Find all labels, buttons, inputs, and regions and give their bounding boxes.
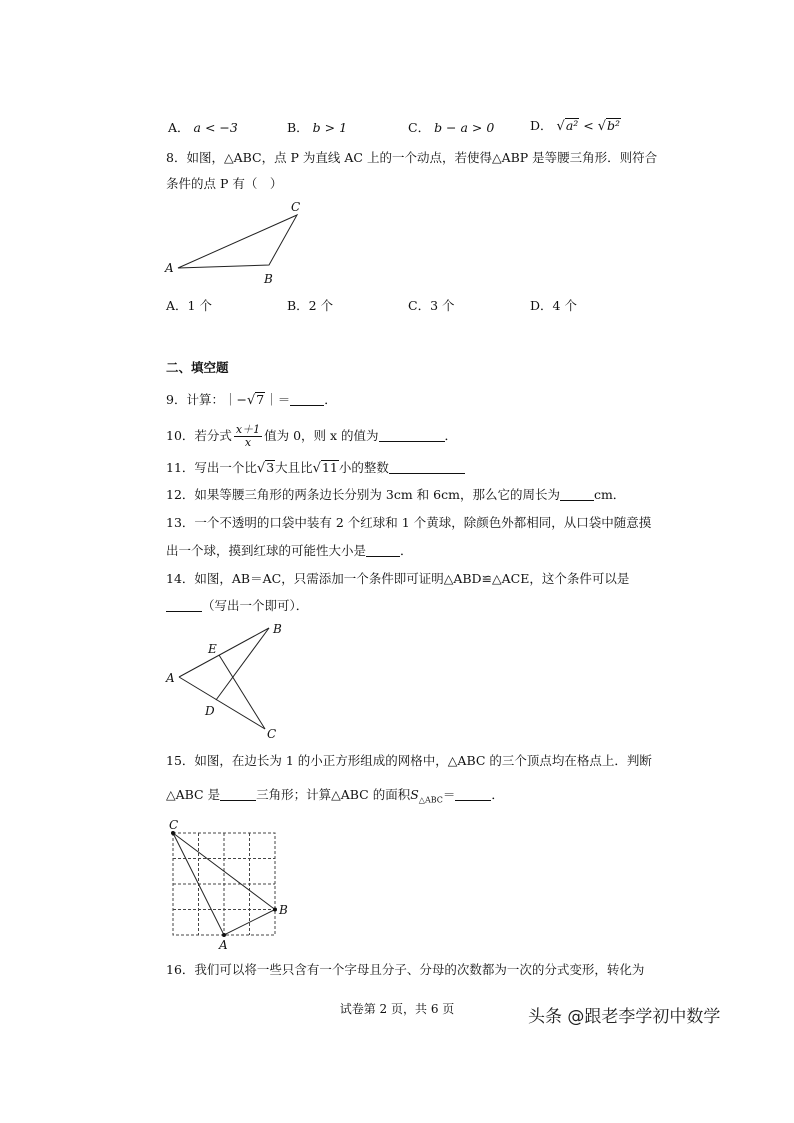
sqrt-3: 3 — [266, 460, 275, 475]
answer-blank — [366, 544, 400, 557]
q15-grid-figure — [160, 815, 300, 955]
option-letter: B． — [287, 120, 309, 135]
triangle-abc — [178, 215, 297, 268]
q12-line — [166, 487, 625, 503]
fraction-numerator: x＋1 — [235, 423, 261, 436]
q12-text: 12．如果等腰三角形的两条边长分别为 3cm 和 6cm，那么它的周长为 — [166, 487, 560, 502]
q9-line: 9．计算：｜−√7｜＝ ． — [166, 392, 337, 408]
label-d: D — [205, 704, 215, 718]
q11-line: 11．写出一个比√3大且比√11小的整数 — [166, 460, 465, 477]
option-expr: a < −3 — [193, 120, 238, 135]
vertex-b — [273, 908, 277, 912]
answer-blank — [220, 788, 256, 801]
label-c: C — [291, 200, 301, 214]
q10-end: ． — [444, 428, 458, 443]
q8-option-a: A．1 个 — [166, 298, 212, 313]
fraction-denominator: x — [244, 436, 252, 449]
label-c: C — [267, 727, 277, 741]
q13-line-2 — [166, 543, 413, 559]
answer-blank — [455, 788, 491, 801]
sqrt-7: 7 — [256, 392, 265, 407]
q10-line — [166, 424, 457, 449]
grid — [173, 833, 275, 935]
q15-line-2 — [166, 787, 504, 809]
label-e: E — [208, 642, 217, 656]
q15-text: 三角形；计算△ABC 的面积 — [256, 787, 411, 802]
segment-db — [216, 628, 269, 700]
watermark: 头条 @跟老李学初中数学 — [528, 1007, 721, 1027]
area-subscript: △ABC — [418, 795, 443, 805]
q9-end: ． — [324, 392, 337, 407]
label-b: B — [273, 622, 282, 636]
label-a: A — [166, 671, 175, 685]
q14-line-1: 14．如图，AB＝AC，只需添加一个条件即可证明△ABD≌△ACE，这个条件可以是 — [166, 571, 630, 586]
label-a: A — [165, 261, 174, 275]
q7-option-c — [408, 118, 494, 136]
q15-line-1: 15．如图，在边长为 1 的小正方形组成的网格中，△ABC 的三个顶点均在格点上．判断 — [166, 753, 652, 768]
q10-text: 值为 0，则 x 的值为 — [264, 428, 379, 443]
fraction — [234, 424, 262, 449]
label-c: C — [169, 818, 179, 832]
q12-unit: cm． — [593, 487, 626, 502]
q9-text: 9．计算：｜− — [166, 392, 247, 407]
q15-end: ． — [491, 787, 504, 802]
label-b: B — [279, 903, 288, 917]
q7-option-a — [168, 118, 238, 136]
segment-ac — [179, 677, 265, 729]
q7-option-b — [287, 118, 347, 136]
q15-text: △ABC 是 — [166, 787, 221, 802]
page-footer: 试卷第 2 页，共 6 页 — [339, 1002, 455, 1016]
q16-line-1: 16．我们可以将一些只含有一个字母且分子、分母的次数都为一次的分式变形，转化为 — [166, 962, 645, 977]
sqrt-b-squared: b² — [607, 118, 621, 133]
q7-option-d: D． √a² < √b² — [530, 118, 621, 134]
q8-line-1: 8．如图，△ABC，点 P 为直线 AC 上的一个动点，若使得△ABP 是等腰三角形．则符合 — [166, 150, 658, 165]
sqrt-a-squared: a² — [565, 118, 579, 133]
q8-triangle-figure — [160, 196, 320, 291]
label-a: A — [219, 938, 228, 952]
q14-figure — [160, 620, 290, 740]
option-letter: D． — [530, 118, 553, 133]
q8-option-d: D．4 个 — [530, 298, 577, 313]
option-letter: C． — [408, 120, 431, 135]
q11-text: 小的整数 — [338, 460, 389, 475]
option-letter: A． — [168, 120, 190, 135]
option-expr: b − a > 0 — [434, 120, 495, 135]
answer-blank — [560, 488, 594, 501]
less-than: < — [583, 118, 594, 133]
answer-blank — [290, 393, 324, 406]
vertex-a — [222, 933, 226, 937]
sqrt-11: 11 — [321, 460, 338, 475]
q14-line-2 — [166, 598, 308, 614]
q13-text: 出一个球，摸到红球的可能性大小是 — [166, 543, 367, 558]
segment-ec — [219, 655, 265, 729]
q14-text: （写出一个即可）． — [202, 598, 309, 613]
option-expr: b > 1 — [312, 120, 348, 135]
area-symbol: S — [410, 787, 419, 802]
q8-option-c: C．3 个 — [408, 298, 455, 313]
q13-line-1: 13．一个不透明的口袋中装有 2 个红球和 1 个黄球，除颜色外都相同，从口袋中随意摸 — [166, 515, 652, 530]
q11-text: 大且比 — [275, 460, 313, 475]
answer-blank — [166, 599, 202, 612]
answer-blank — [379, 429, 445, 442]
q8-line-2: 条件的点 P 有（ ） — [166, 176, 283, 191]
label-b: B — [264, 272, 273, 286]
segment-ab — [179, 628, 269, 677]
q13-end: ． — [400, 543, 413, 558]
equals: ＝ — [442, 787, 456, 802]
q9-text: ｜＝ — [265, 392, 291, 407]
q10-text: 10．若分式 — [166, 428, 232, 443]
q11-text: 11．写出一个比 — [166, 460, 257, 475]
answer-blank — [389, 461, 465, 474]
q8-option-b: B．2 个 — [287, 298, 334, 313]
section-title: 二、填空题 — [166, 360, 229, 375]
